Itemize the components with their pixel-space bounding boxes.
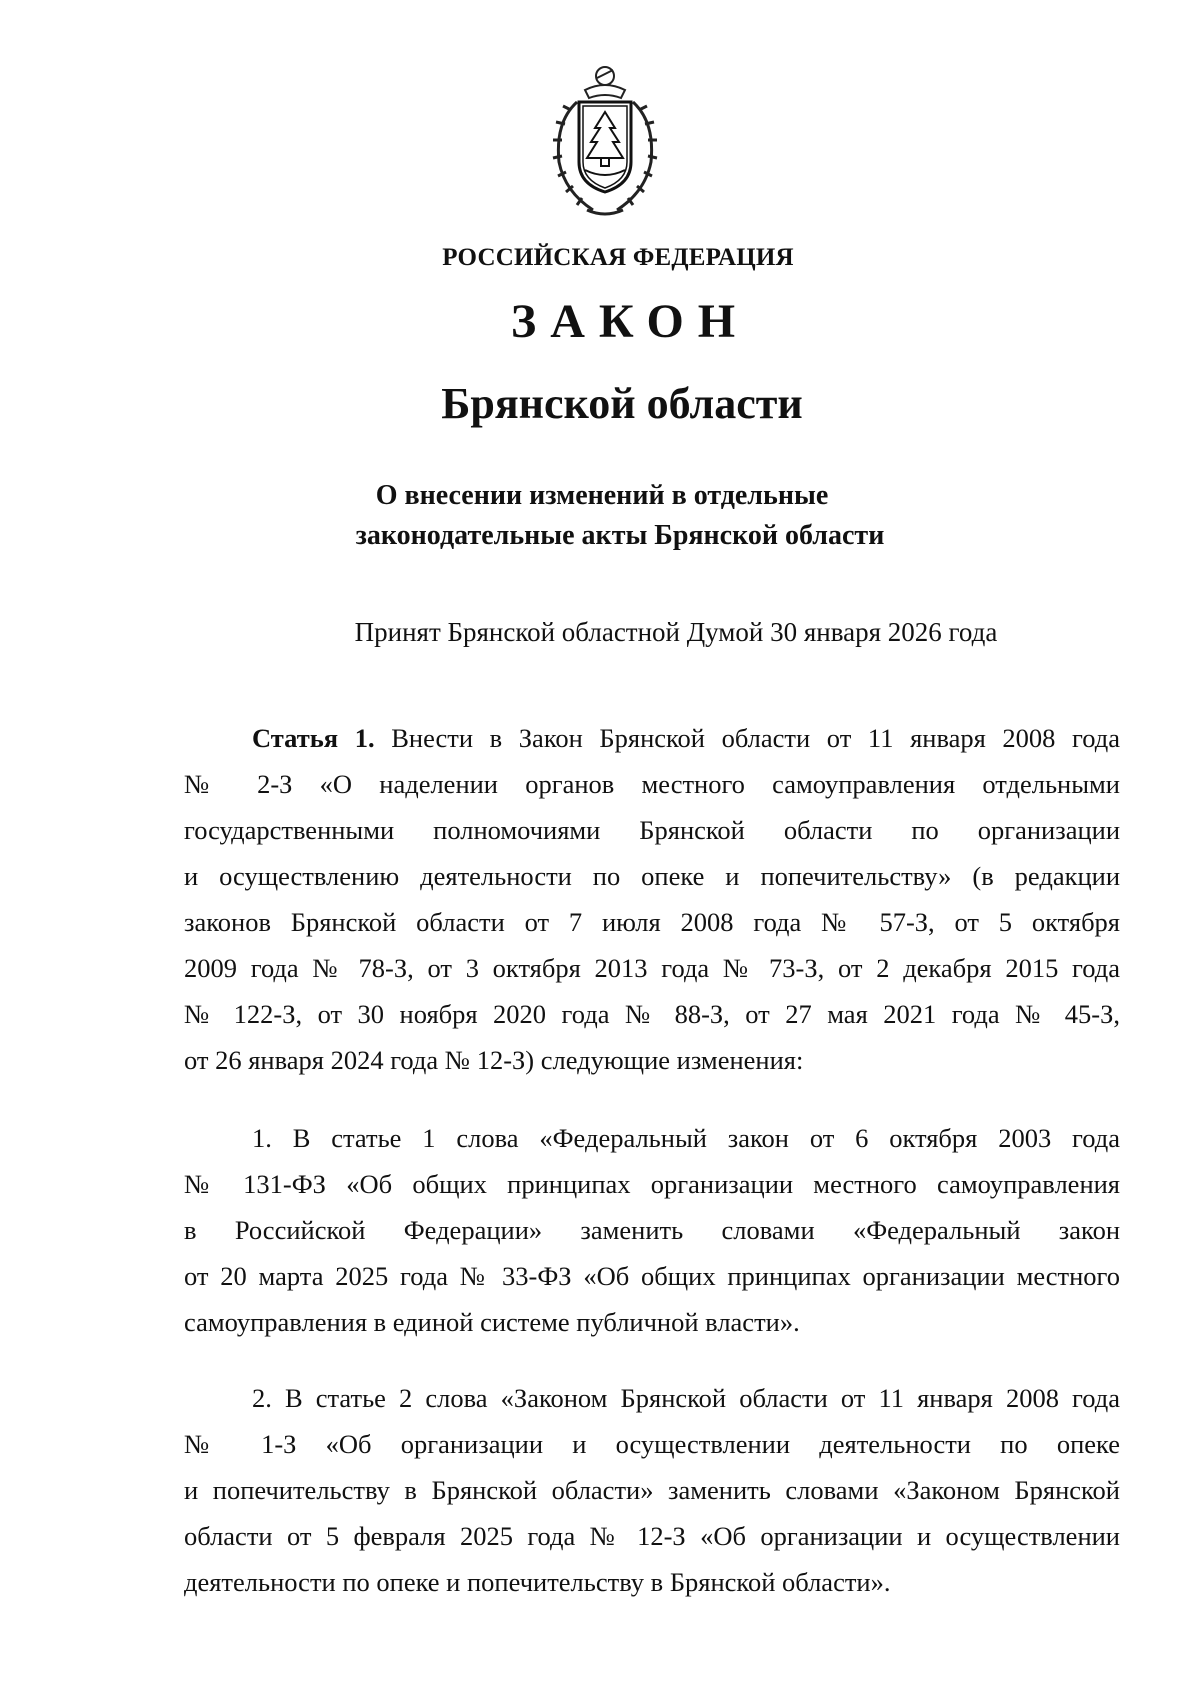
text-line: и попечительству в Брянской области» заменить словами «Законом Брянской (184, 1475, 1120, 1505)
text-line: области от 5 февраля 2025 года № 12-З «Об организации и осуществлении (184, 1521, 1120, 1551)
text-line: от 20 марта 2025 года № 33-ФЗ «Об общих принципах организации местного (184, 1261, 1120, 1291)
text-line: в Российской Федерации» заменить словами «Федеральный закон (184, 1215, 1120, 1245)
text-line: 1. В статье 1 слова «Федеральный закон от 6 октября 2003 года (252, 1123, 1120, 1153)
text-line: законов Брянской области от 7 июля 2008 года № 57-З, от 5 октября (184, 907, 1120, 937)
text-line: от 26 января 2024 года № 12-З) следующие изменения: (184, 1045, 804, 1075)
text-line: № 122-З, от 30 ноября 2020 года № 88-З, от 27 мая 2021 года № 45-З, (184, 999, 1120, 1029)
text-line: самоуправления в единой системе публичной власти». (184, 1307, 800, 1337)
coat-of-arms-icon (535, 62, 675, 222)
text-line: № 2-З «О наделении органов местного самоуправления отдельными (184, 769, 1120, 799)
item-2-paragraph (184, 1375, 1120, 1605)
text-line-part: Внести в Закон Брянской области от 11 января 2008 года (374, 723, 1121, 753)
region-heading: Брянской области (441, 379, 803, 428)
text-line: государственными полномочиями Брянской области по организации (184, 815, 1120, 845)
federation-heading: РОССИЙСКАЯ ФЕДЕРАЦИЯ (442, 244, 794, 271)
text-line: № 131-ФЗ «Об общих принципах организации местного самоуправления (184, 1169, 1120, 1199)
law-heading: ЗАКОН (510, 295, 750, 348)
text-line: 2009 года № 78-З, от 3 октября 2013 года № 73-З, от 2 декабря 2015 года (184, 953, 1120, 983)
article-1-heading: Статья 1. (252, 723, 375, 753)
text-line: № 1-З «Об организации и осуществлении деятельности по опеке (184, 1429, 1120, 1459)
adoption-date-line: Принят Брянской областной Думой 30 января 2026 года (354, 617, 998, 647)
text-line: 2. В статье 2 слова «Законом Брянской области от 11 января 2008 года (252, 1383, 1120, 1413)
text-line: и осуществлению деятельности по опеке и попечительству» (в редакции (184, 861, 1120, 891)
law-title-line-2: законодательные акты Брянской области (355, 520, 885, 551)
text-line (184, 715, 1120, 761)
item-1-paragraph (184, 1115, 1120, 1345)
text-line: деятельности по опеке и попечительству в Брянской области». (184, 1567, 891, 1597)
law-title-line-1: О внесении изменений в отдельные (375, 480, 829, 511)
article-1-paragraph (184, 715, 1120, 1083)
